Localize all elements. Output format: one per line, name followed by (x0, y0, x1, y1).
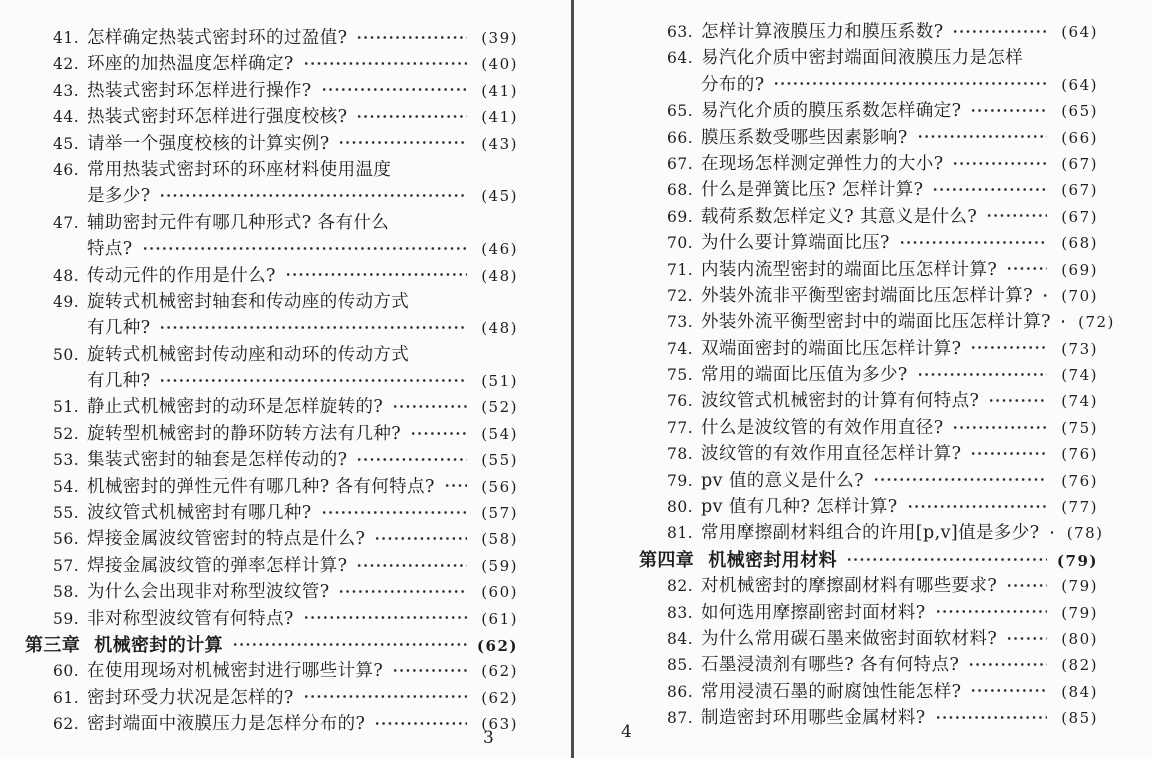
toc-entry-text: 有几种? (87, 318, 151, 339)
toc-entry-text: 辅助密封元件有哪几种形式? 各有什么 (87, 212, 390, 233)
toc-page-ref: (43) (481, 134, 518, 153)
toc-item-row (639, 176, 1098, 202)
toc-item-row (25, 473, 518, 499)
toc-entry-text: 石墨浸渍剂有哪些? 各有何特点? (701, 655, 960, 676)
toc-item-number: 60. (53, 662, 80, 681)
toc-item-row (639, 467, 1098, 493)
dot-leader (968, 660, 1047, 669)
toc-page-ref: (52) (481, 398, 518, 417)
toc-entry-text: 外装外流平衡型密封中的端面比压怎样计算? (701, 312, 1051, 333)
toc-page-ref: (56) (481, 477, 518, 496)
dot-leader (935, 607, 1047, 616)
toc-page-ref: (40) (481, 55, 518, 74)
toc-page-ref: (57) (481, 504, 518, 523)
dot-leader (970, 106, 1047, 115)
toc-item-row (25, 710, 518, 736)
toc-item-number: 43. (53, 81, 80, 100)
toc-item-row (25, 77, 518, 103)
toc-item-number: 48. (53, 266, 80, 285)
toc-entry-text: 旋转式机械密封轴套和传动座的传动方式 (87, 291, 410, 312)
toc-item-row (25, 393, 518, 419)
toc-entry-text: 环座的加热温度怎样确定? (87, 54, 294, 75)
toc-item-row (639, 124, 1098, 150)
toc-item-row (639, 335, 1098, 361)
toc-item-row (25, 499, 518, 525)
folio-page-number-left: 3 (483, 728, 494, 748)
toc-item-number: 87. (667, 709, 694, 728)
toc-entry-text: 机械密封用材料 (708, 549, 838, 571)
toc-page-ref: (67) (1061, 154, 1098, 173)
toc-page-ref: (66) (1061, 128, 1098, 147)
toc-item-number: 86. (667, 682, 694, 701)
toc-item-row (639, 387, 1098, 413)
toc-item-row (639, 308, 1115, 334)
dot-leader (159, 191, 467, 200)
toc-entry-text: 常用浸渍石墨的耐腐蚀性能怎样? (701, 681, 962, 702)
toc-entry-text: 集装式密封的轴套是怎样传动的? (87, 450, 348, 471)
toc-page-ref: (75) (1061, 418, 1098, 437)
toc-page-ref: (84) (1061, 682, 1098, 701)
toc-item-row (25, 552, 518, 578)
toc-entry-text: 外装外流非平衡型密封端面比压怎样计算? (701, 285, 1033, 306)
toc-page-ref: (80) (1061, 629, 1098, 648)
toc-item-row (25, 605, 518, 631)
dot-leader (932, 185, 1047, 194)
dot-leader (392, 402, 467, 411)
toc-item-number: 44. (53, 108, 80, 127)
dot-leader (1060, 317, 1064, 326)
toc-page-ref: (55) (481, 451, 518, 470)
toc-page-ref: (64) (1061, 75, 1098, 94)
toc-page-ref: (45) (481, 187, 518, 206)
toc-entry-text: 非对称型波纹管有何特点? (87, 608, 294, 629)
toc-entry-text: 波纹管式机械密封有哪几种? (87, 503, 312, 524)
toc-item-row (639, 71, 1098, 97)
toc-page-ref: (82) (1061, 656, 1098, 675)
dot-leader (303, 692, 467, 701)
dot-leader (846, 555, 1047, 564)
toc-item-number: 79. (667, 471, 694, 490)
dot-leader (907, 502, 1047, 511)
toc-item-row (639, 493, 1098, 519)
dot-leader (1006, 634, 1047, 643)
toc-item-number: 63. (667, 23, 694, 41)
dot-leader (321, 85, 467, 94)
toc-page-ref: (77) (1061, 498, 1098, 517)
toc-item-number: 68. (667, 181, 694, 200)
toc-page-ref: (72) (1078, 313, 1115, 332)
toc-entry-text: 为什么会出现非对称型波纹管? (87, 582, 330, 603)
dot-leader (232, 640, 467, 649)
toc-item-row (25, 578, 518, 604)
toc-item-row (639, 414, 1098, 440)
toc-column-right (639, 18, 1115, 731)
dot-leader (952, 159, 1047, 168)
dot-leader (986, 211, 1047, 220)
toc-item-number: 75. (667, 366, 694, 385)
toc-item-number: 62. (53, 715, 80, 734)
page-divider (571, 0, 574, 758)
toc-item-row (639, 282, 1098, 308)
dot-leader (935, 713, 1047, 722)
dot-leader (773, 79, 1047, 88)
dot-leader (159, 376, 467, 385)
toc-item-row (25, 367, 518, 393)
toc-entry-text: 密封环受力状况是怎样的? (87, 687, 294, 708)
toc-chapter-number: 第三章 (25, 634, 81, 656)
toc-entry-text: 如何选用摩擦副密封面材料? (701, 602, 926, 623)
toc-item-number: 74. (667, 339, 694, 358)
toc-item-row (25, 525, 518, 551)
toc-item-number: 56. (53, 530, 80, 549)
dot-leader (356, 561, 467, 570)
dot-leader (303, 59, 467, 68)
toc-item-row (25, 50, 518, 76)
toc-item-number: 46. (53, 160, 80, 179)
toc-entry-text: 易汽化介质中密封端面间液膜压力是怎样 (701, 48, 1024, 69)
toc-entry-text: 分布的? (701, 74, 765, 95)
toc-entry-text: 热装式密封环怎样进行操作? (87, 80, 312, 101)
dot-leader (374, 719, 467, 728)
toc-item-row (639, 18, 1098, 44)
toc-item-number: 52. (53, 424, 80, 443)
toc-item-number: 67. (667, 154, 694, 173)
toc-entry-text: 制造密封环用哪些金属材料? (701, 708, 926, 729)
toc-item-number: 69. (667, 207, 694, 226)
toc-item-number: 78. (667, 445, 694, 464)
toc-item-number: 81. (667, 524, 694, 543)
toc-item-number: 64. (667, 49, 694, 68)
toc-item-number: 41. (53, 29, 80, 47)
toc-item-number: 84. (667, 629, 694, 648)
dot-leader (873, 475, 1047, 484)
toc-item-number: 42. (53, 55, 80, 74)
toc-page-ref: (63) (481, 715, 518, 734)
toc-entry-text: 请举一个强度校核的计算实例? (87, 133, 330, 154)
toc-item-row (639, 361, 1098, 387)
toc-page-ref: (67) (1061, 207, 1098, 226)
toc-entry-text: 怎样计算液膜压力和膜压系数? (701, 22, 944, 42)
toc-item-number: 53. (53, 451, 80, 470)
toc-item-row (639, 256, 1098, 282)
toc-item-row (639, 651, 1098, 677)
toc-item-row (639, 44, 1098, 70)
dot-leader (952, 27, 1047, 36)
dot-leader (970, 686, 1047, 695)
toc-item-number: 54. (53, 477, 80, 496)
toc-entry-text: 特点? (87, 239, 133, 260)
dot-leader (1042, 291, 1047, 300)
dot-leader (952, 423, 1047, 432)
toc-item-row (25, 24, 518, 50)
toc-item-row (639, 440, 1098, 466)
toc-item-number: 50. (53, 345, 80, 364)
toc-item-row (25, 314, 518, 340)
toc-item-row (25, 262, 518, 288)
toc-page-ref: (46) (481, 240, 518, 259)
toc-item-number: 83. (667, 603, 694, 622)
toc-item-row (639, 229, 1098, 255)
toc-entry-text: 焊接金属波纹管密封的特点是什么? (87, 529, 366, 550)
dot-leader (356, 455, 467, 464)
toc-page-ref: (68) (1061, 234, 1098, 253)
toc-entry-text: 热装式密封环怎样进行强度校核? (87, 107, 348, 128)
toc-column-left (25, 24, 518, 737)
toc-item-row (25, 130, 518, 156)
dot-leader (410, 429, 467, 438)
toc-item-row (639, 572, 1098, 598)
toc-page-ref: (48) (481, 319, 518, 338)
toc-page-ref: (79) (1061, 577, 1098, 596)
toc-item-number: 45. (53, 134, 80, 153)
toc-entry-text: 静止式机械密封的动环是怎样旋转的? (87, 397, 384, 418)
toc-item-number: 47. (53, 213, 80, 232)
toc-entry-text: 是多少? (87, 186, 151, 207)
dot-leader (374, 534, 467, 543)
toc-entry-text: 双端面密封的端面比压怎样计算? (701, 338, 962, 359)
toc-entry-text: 在现场怎样测定弹性力的大小? (701, 153, 944, 174)
toc-item-row (639, 625, 1098, 651)
toc-item-row (25, 103, 518, 129)
toc-item-number: 76. (667, 392, 694, 411)
toc-entry-text: 内装内流型密封的端面比压怎样计算? (701, 259, 998, 280)
toc-entry-text: 机械密封的计算 (94, 634, 224, 656)
toc-item-row (25, 288, 518, 314)
dot-leader (917, 370, 1047, 379)
toc-entry-text: 常用热装式密封环的环座材料使用温度 (87, 159, 392, 180)
dot-leader (142, 244, 467, 253)
toc-entry-text: pv 值有几种? 怎样计算? (701, 497, 898, 518)
toc-page-ref: (59) (481, 556, 518, 575)
toc-page-ref: (62) (481, 662, 518, 681)
toc-page-ref: (65) (1061, 102, 1098, 121)
dot-leader (970, 343, 1047, 352)
toc-entry-text: 为什么要计算端面比压? (701, 233, 890, 254)
toc-item-row (25, 657, 518, 683)
toc-entry-text: 怎样确定热装式密封环的过盈值? (87, 28, 348, 48)
dot-leader (159, 323, 467, 332)
toc-item-number: 80. (667, 498, 694, 517)
toc-page-ref: (51) (481, 372, 518, 391)
toc-entry-text: 什么是弹簧比压? 怎样计算? (701, 180, 924, 201)
toc-item-number: 58. (53, 583, 80, 602)
toc-page-ref: (70) (1061, 286, 1098, 305)
toc-entry-text: 易汽化介质的膜压系数怎样确定? (701, 101, 962, 122)
toc-page-ref: (54) (481, 424, 518, 443)
dot-leader (917, 132, 1047, 141)
toc-page-ref: (64) (1061, 23, 1098, 41)
toc-page-ref: (85) (1061, 709, 1098, 728)
toc-item-row (639, 678, 1098, 704)
toc-page-ref: (62) (481, 688, 518, 707)
toc-item-row (639, 704, 1098, 730)
toc-entry-text: 膜压系数受哪些因素影响? (701, 127, 908, 148)
toc-page-ref: (48) (481, 266, 518, 285)
toc-entry-text: 对机械密封的摩擦副材料有哪些要求? (701, 576, 998, 597)
toc-entry-text: 旋转型机械密封的静环防转方法有几种? (87, 423, 402, 444)
toc-page-ref: (73) (1061, 339, 1098, 358)
toc-entry-text: 在使用现场对机械密封进行哪些计算? (87, 661, 384, 682)
toc-item-row (25, 684, 518, 710)
toc-item-number: 72. (667, 286, 694, 305)
toc-item-row (639, 519, 1104, 545)
toc-item-number: 65. (667, 102, 694, 121)
toc-item-row (25, 446, 518, 472)
toc-page-ref: (74) (1061, 366, 1098, 385)
toc-item-number: 49. (53, 292, 80, 311)
dot-leader (970, 449, 1047, 458)
dot-leader (392, 666, 467, 675)
toc-page-ref: (79) (1056, 551, 1098, 570)
toc-item-number: 71. (667, 260, 694, 279)
dot-leader (303, 613, 467, 622)
toc-page-ref: (62) (476, 636, 518, 655)
toc-page-ref: (79) (1061, 603, 1098, 622)
folio-page-number-right: 4 (621, 722, 632, 742)
dot-leader (988, 396, 1047, 405)
toc-page-ref: (69) (1061, 260, 1098, 279)
toc-item-number: 82. (667, 577, 694, 596)
toc-item-number: 55. (53, 504, 80, 523)
dot-leader (356, 112, 467, 121)
toc-chapter-row (25, 631, 518, 657)
toc-page-ref: (41) (481, 81, 518, 100)
toc-page-ref: (76) (1061, 445, 1098, 464)
toc-item-number: 66. (667, 128, 694, 147)
toc-page-ref: (39) (481, 29, 518, 47)
dot-leader (899, 238, 1047, 247)
toc-chapter-number: 第四章 (639, 549, 695, 571)
toc-entry-text: 有几种? (87, 371, 151, 392)
toc-page-ref: (61) (481, 609, 518, 628)
toc-entry-text: 常用摩擦副材料组合的许用[p,v]值是多少? (701, 523, 1040, 544)
toc-entry-text: 载荷系数怎样定义? 其意义是什么? (701, 206, 978, 227)
toc-item-row (639, 203, 1098, 229)
toc-entry-text: 密封端面中液膜压力是怎样分布的? (87, 714, 366, 735)
toc-entry-text: 机械密封的弹性元件有哪几种? 各有何特点? (87, 476, 435, 497)
toc-entry-text: 为什么常用碳石墨来做密封面软材料? (701, 628, 998, 649)
toc-entry-text: 波纹管的有效作用直径怎样计算? (701, 444, 962, 465)
toc-entry-text: 焊接金属波纹管的弹率怎样计算? (87, 555, 348, 576)
toc-item-number: 61. (53, 688, 80, 707)
toc-item-row (25, 209, 518, 235)
toc-chapter-row (639, 546, 1098, 572)
toc-page-ref: (78) (1066, 524, 1104, 543)
toc-item-number: 57. (53, 556, 80, 575)
toc-entry-text: 什么是波纹管的有效作用直径? (701, 417, 944, 438)
toc-entry-text: 传动元件的作用是什么? (87, 265, 276, 286)
toc-item-row (639, 599, 1098, 625)
toc-entry-text: 波纹管式机械密封的计算有何特点? (701, 391, 980, 412)
toc-entry-text: pv 值的意义是什么? (701, 470, 864, 491)
toc-item-row (639, 97, 1098, 123)
dot-leader (444, 481, 467, 490)
toc-page-ref: (74) (1061, 392, 1098, 411)
toc-item-number: 59. (53, 609, 80, 628)
toc-item-number: 73. (667, 313, 694, 332)
dot-leader (1049, 528, 1053, 537)
dot-leader (1006, 264, 1047, 273)
toc-item-number: 85. (667, 656, 694, 675)
dot-leader (285, 270, 467, 279)
toc-entry-text: 常用的端面比压值为多少? (701, 365, 908, 386)
toc-page-ref: (67) (1061, 181, 1098, 200)
toc-item-number: 70. (667, 234, 694, 253)
dot-leader (356, 33, 467, 42)
toc-item-row (25, 235, 518, 261)
toc-entry-text: 旋转式机械密封传动座和动环的传动方式 (87, 344, 410, 365)
toc-item-row (639, 150, 1098, 176)
toc-page-ref: (60) (481, 583, 518, 602)
toc-item-row (25, 420, 518, 446)
toc-item-row (25, 341, 518, 367)
toc-item-row (25, 182, 518, 208)
dot-leader (321, 508, 467, 517)
toc-item-number: 51. (53, 398, 80, 417)
toc-page-ref: (58) (481, 530, 518, 549)
dot-leader (338, 587, 467, 596)
dot-leader (1006, 581, 1047, 590)
toc-page-ref: (76) (1061, 471, 1098, 490)
toc-item-number: 77. (667, 418, 694, 437)
dot-leader (338, 138, 467, 147)
toc-item-row (25, 156, 518, 182)
toc-page-ref: (41) (481, 108, 518, 127)
